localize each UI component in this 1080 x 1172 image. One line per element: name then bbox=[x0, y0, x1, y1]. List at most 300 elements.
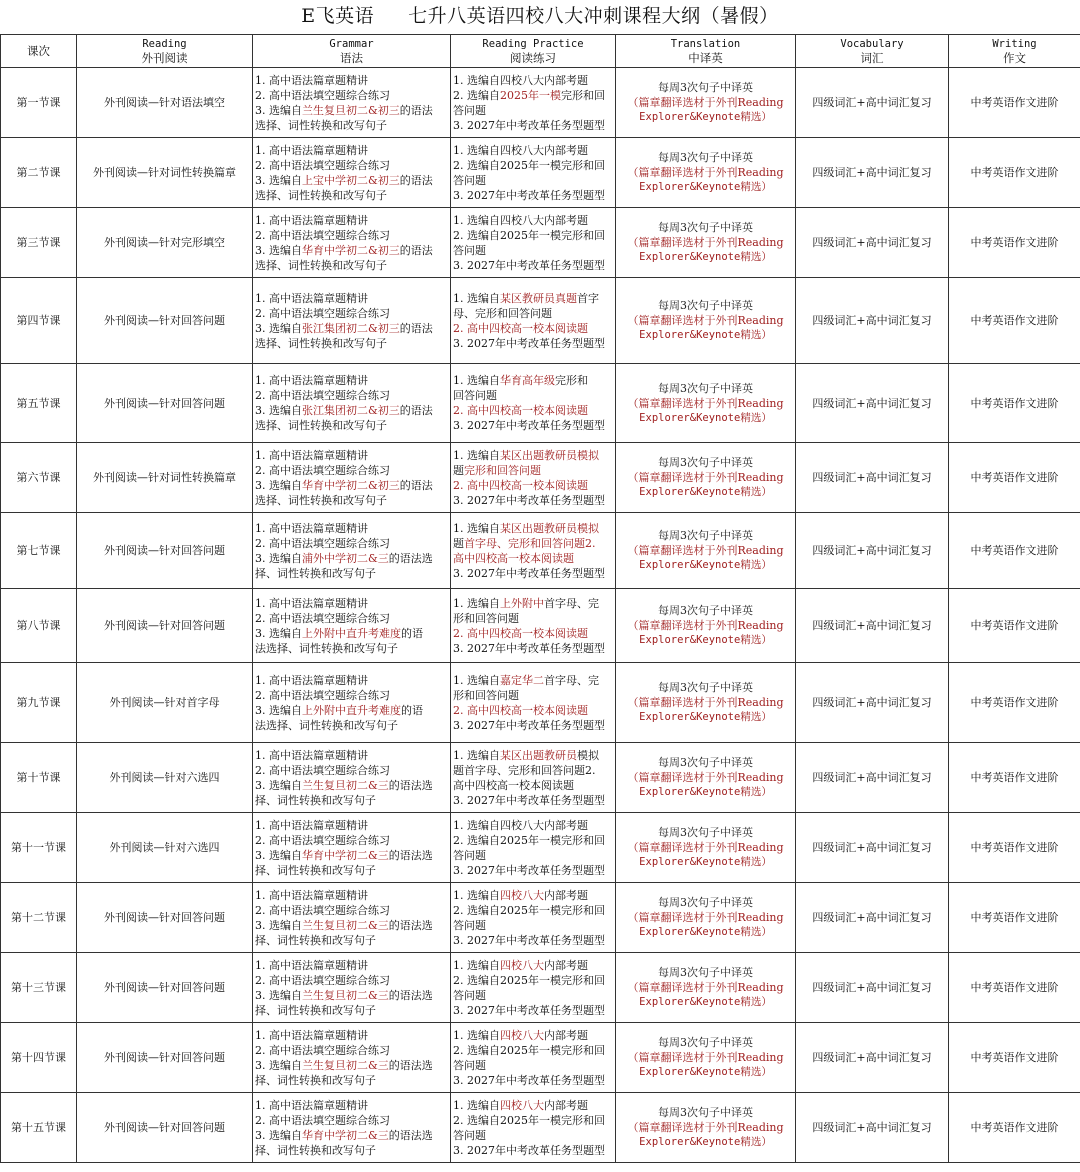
writing-cell bbox=[949, 663, 1080, 743]
grammar-cell bbox=[253, 364, 451, 443]
vocabulary-cell bbox=[796, 883, 949, 953]
cell-trans-l3: Explorer&Keynote精选） bbox=[639, 634, 772, 646]
cell-trans-l1: 每周3次句子中译英 bbox=[658, 529, 753, 542]
cell-grammar-l1: 1. 高中语法篇章题精讲 bbox=[255, 673, 368, 687]
cell-p4: 3. 2027年中考改革任务型题型 bbox=[453, 188, 605, 202]
cell-p4: 3. 2027年中考改革任务型题型 bbox=[453, 419, 605, 432]
cell-g3c: 的语法 bbox=[399, 173, 433, 187]
cell-trans-l1: 每周3次句子中译英 bbox=[658, 81, 753, 94]
cell-writing: 中考英语作文进阶 bbox=[970, 314, 1059, 327]
cell-trans-l3: Explorer&Keynote精选） bbox=[639, 1066, 772, 1078]
cell-grammar-l2: 2. 高中语法填空题综合练习 bbox=[255, 306, 390, 320]
cell-grammar-l1: 1. 高中语法篇章题精讲 bbox=[255, 1098, 368, 1112]
cell-grammar-l2: 2. 高中语法填空题综合练习 bbox=[255, 228, 390, 242]
translation-cell bbox=[616, 208, 796, 278]
cell-lesson: 第四节课 bbox=[16, 314, 61, 327]
cell-g3b: 华育中学初二&三 bbox=[302, 1128, 389, 1142]
cell-trans-l1: 每周3次句子中译英 bbox=[658, 151, 753, 164]
cell-p3: 答问题 bbox=[453, 243, 486, 257]
cell-p4: 3. 2027年中考改革任务型题型 bbox=[453, 118, 605, 132]
translation-cell bbox=[616, 663, 796, 743]
cell-trans-l2: （篇章翻译选材于外刊Reading bbox=[627, 619, 784, 632]
cell-writing: 中考英语作文进阶 bbox=[970, 396, 1059, 410]
vocabulary-cell bbox=[796, 1093, 949, 1163]
table-row bbox=[1, 513, 1080, 589]
cell-p2a: 题首字母、完形和回答问题2. bbox=[453, 763, 596, 777]
cell-g3a: 3. 选编自 bbox=[255, 551, 302, 565]
cell-p1b: 某区出题教研员模拟 bbox=[500, 448, 599, 462]
cell-lesson: 第七节课 bbox=[16, 544, 61, 557]
cell-reading: 外刊阅读—针对回答问题 bbox=[104, 314, 225, 327]
cell-p1c: 首字母、完 bbox=[544, 596, 599, 610]
grammar-cell bbox=[253, 663, 451, 743]
cell-g3b: 兰生复旦初二&三 bbox=[302, 778, 389, 792]
cell-p3: 答问题 bbox=[453, 103, 486, 117]
lesson-cell bbox=[1, 743, 77, 813]
cell-g4: 择、词性转换和改写句子 bbox=[255, 1143, 376, 1157]
grammar-cell bbox=[253, 1023, 451, 1093]
cell-writing: 中考英语作文进阶 bbox=[970, 1051, 1059, 1064]
cell-g3b: 浦外中学初二&三 bbox=[302, 551, 389, 565]
lesson-cell bbox=[1, 589, 77, 663]
cell-g3a: 3. 选编自 bbox=[255, 478, 302, 492]
reading-cell bbox=[77, 138, 253, 208]
cell-grammar-l2: 2. 高中语法填空题综合练习 bbox=[255, 903, 390, 917]
cell-g3c: 的语 bbox=[401, 626, 423, 640]
vocabulary-cell bbox=[796, 589, 949, 663]
cell-p2a: 回答问题 bbox=[453, 389, 497, 402]
cell-trans-l3: Explorer&Keynote精选） bbox=[639, 329, 772, 341]
cell-reading: 外刊阅读—针对完形填空 bbox=[104, 236, 225, 249]
cell-trans-l2: （篇章翻译选材于外刊Reading bbox=[627, 981, 784, 994]
cell-p1a: 1. 选编自 bbox=[453, 1098, 500, 1112]
translation-cell bbox=[616, 953, 796, 1023]
cell-vocab: 四级词汇+高中词汇复习 bbox=[812, 166, 932, 179]
cell-trans-l1: 每周3次句子中译英 bbox=[658, 826, 753, 839]
cell-p1b: 某区教研员真题 bbox=[500, 291, 577, 305]
writing-cell bbox=[949, 883, 1080, 953]
cell-p3: 2. 高中四校高一校本阅读题 bbox=[453, 478, 588, 492]
grammar-cell bbox=[253, 589, 451, 663]
cell-trans-l2: （篇章翻译选材于外刊Reading bbox=[627, 471, 784, 484]
table-row bbox=[1, 208, 1080, 278]
vocabulary-cell bbox=[796, 813, 949, 883]
cell-trans-l3: Explorer&Keynote精选） bbox=[639, 996, 772, 1008]
cell-g3b: 兰生复旦初二&初三 bbox=[302, 103, 400, 117]
cell-g4: 选择、词性转换和改写句子 bbox=[255, 188, 387, 202]
vocabulary-cell bbox=[796, 743, 949, 813]
vocabulary-cell bbox=[796, 1023, 949, 1093]
reading-cell bbox=[77, 68, 253, 138]
cell-p1c: 内部考题 bbox=[544, 888, 588, 902]
lesson-cell bbox=[1, 953, 77, 1023]
cell-writing: 中考英语作文进阶 bbox=[970, 166, 1059, 179]
cell-p1a: 1. 选编自 bbox=[453, 888, 500, 902]
header-lesson: 课次 bbox=[1, 35, 77, 68]
cell-p1c: 内部考题 bbox=[544, 1028, 588, 1042]
vocabulary-cell bbox=[796, 138, 949, 208]
cell-grammar-l1: 1. 高中语法篇章题精讲 bbox=[255, 521, 368, 535]
cell-g3a: 3. 选编自 bbox=[255, 243, 302, 257]
cell-trans-l2: （篇章翻译选材于外刊Reading bbox=[627, 166, 784, 179]
cell-lesson: 第二节课 bbox=[16, 166, 61, 179]
header-writing: Writing 作文 bbox=[949, 35, 1080, 68]
cell-g4: 法选择、词性转换和改写句子 bbox=[255, 718, 398, 732]
cell-trans-l2: （篇章翻译选材于外刊Reading bbox=[627, 236, 784, 249]
cell-p1a: 1. 选编自四校八大内部考题 bbox=[453, 818, 588, 832]
cell-vocab: 四级词汇+高中词汇复习 bbox=[812, 696, 932, 709]
cell-trans-l3: Explorer&Keynote精选） bbox=[639, 181, 772, 193]
table-row bbox=[1, 68, 1080, 138]
cell-trans-l1: 每周3次句子中译英 bbox=[658, 299, 753, 312]
cell-reading: 外刊阅读—针对回答问题 bbox=[104, 911, 225, 924]
cell-g3c: 的语法 bbox=[399, 243, 433, 257]
translation-cell bbox=[616, 883, 796, 953]
grammar-cell bbox=[253, 208, 451, 278]
cell-grammar-l2: 2. 高中语法填空题综合练习 bbox=[255, 1113, 390, 1127]
cell-p2a: 2. 选编自2025年一模完形和回 bbox=[453, 228, 605, 242]
writing-cell bbox=[949, 364, 1080, 443]
cell-p1b: 某区出题教研员 bbox=[500, 748, 577, 762]
cell-lesson: 第三节课 bbox=[16, 236, 61, 249]
cell-p2a: 2. 选编自2025年一模完形和回 bbox=[453, 833, 605, 847]
cell-writing: 中考英语作文进阶 bbox=[970, 841, 1059, 854]
cell-p3: 2. 高中四校高一校本阅读题 bbox=[453, 404, 588, 417]
practice-cell bbox=[451, 278, 616, 364]
practice-cell bbox=[451, 364, 616, 443]
cell-writing: 中考英语作文进阶 bbox=[970, 696, 1059, 709]
cell-writing: 中考英语作文进阶 bbox=[970, 911, 1059, 924]
cell-p2a: 2. 选编自2025年一模完形和回 bbox=[453, 973, 605, 987]
cell-reading: 外刊阅读—针对回答问题 bbox=[104, 1051, 225, 1064]
writing-cell bbox=[949, 138, 1080, 208]
table-row bbox=[1, 1023, 1080, 1093]
cell-p2b: 首字母、完形和回答问题2. bbox=[464, 536, 596, 550]
cell-p1b: 上外附中 bbox=[500, 596, 544, 610]
cell-g3c: 的语法选 bbox=[388, 988, 433, 1002]
cell-g3c: 的语法 bbox=[399, 103, 433, 117]
cell-trans-l2: （篇章翻译选材于外刊Reading bbox=[627, 396, 784, 410]
cell-p1a: 1. 选编自 bbox=[453, 748, 500, 762]
cell-reading: 外刊阅读—针对词性转换篇章 bbox=[93, 471, 236, 484]
title-brand: E飞英语 bbox=[301, 5, 375, 27]
cell-g4: 选择、词性转换和改写句子 bbox=[255, 118, 387, 132]
cell-vocab: 四级词汇+高中词汇复习 bbox=[812, 471, 932, 484]
cell-p4: 3. 2027年中考改革任务型题型 bbox=[453, 793, 605, 807]
translation-cell bbox=[616, 1093, 796, 1163]
lesson-cell bbox=[1, 138, 77, 208]
cell-p4: 3. 2027年中考改革任务型题型 bbox=[453, 718, 605, 732]
cell-g4: 选择、词性转换和改写句子 bbox=[255, 258, 387, 272]
grammar-cell bbox=[253, 138, 451, 208]
title-main: 七升八英语四校八大冲刺课程大纲（暑假） bbox=[408, 5, 779, 27]
cell-lesson: 第五节课 bbox=[16, 396, 61, 410]
cell-lesson: 第十节课 bbox=[16, 771, 61, 784]
table-row bbox=[1, 1093, 1080, 1163]
cell-trans-l1: 每周3次句子中译英 bbox=[658, 221, 753, 234]
cell-writing: 中考英语作文进阶 bbox=[970, 619, 1059, 632]
practice-cell bbox=[451, 953, 616, 1023]
cell-g4: 择、词性转换和改写句子 bbox=[255, 1003, 376, 1017]
cell-g3b: 兰生复旦初二&三 bbox=[302, 1058, 389, 1072]
writing-cell bbox=[949, 589, 1080, 663]
cell-trans-l3: Explorer&Keynote精选） bbox=[639, 486, 772, 498]
cell-grammar-l2: 2. 高中语法填空题综合练习 bbox=[255, 389, 390, 402]
cell-p4: 3. 2027年中考改革任务型题型 bbox=[453, 336, 605, 350]
writing-cell bbox=[949, 743, 1080, 813]
cell-p1a: 1. 选编自 bbox=[453, 448, 500, 462]
syllabus-table bbox=[0, 34, 1080, 1163]
table-row bbox=[1, 953, 1080, 1023]
cell-p3: 答问题 bbox=[453, 988, 486, 1002]
translation-cell bbox=[616, 68, 796, 138]
cell-trans-l3: Explorer&Keynote精选） bbox=[639, 926, 772, 938]
cell-p1c: 完形和 bbox=[555, 374, 588, 387]
cell-g3a: 3. 选编自 bbox=[255, 103, 302, 117]
cell-trans-l1: 每周3次句子中译英 bbox=[658, 604, 753, 617]
reading-cell bbox=[77, 208, 253, 278]
cell-g3b: 华育中学初二&初三 bbox=[302, 478, 400, 492]
cell-p2a: 2. 选编自2025年一模完形和回 bbox=[453, 1113, 605, 1127]
cell-writing: 中考英语作文进阶 bbox=[970, 981, 1059, 994]
cell-p1a: 1. 选编自 bbox=[453, 374, 500, 387]
table-row bbox=[1, 138, 1080, 208]
lesson-cell bbox=[1, 513, 77, 589]
cell-p4: 3. 2027年中考改革任务型题型 bbox=[453, 566, 605, 580]
cell-trans-l2: （篇章翻译选材于外刊Reading bbox=[627, 771, 784, 784]
cell-reading: 外刊阅读—针对首字母 bbox=[109, 696, 220, 709]
cell-trans-l1: 每周3次句子中译英 bbox=[658, 966, 753, 979]
cell-trans-l2: （篇章翻译选材于外刊Reading bbox=[627, 1051, 784, 1064]
cell-trans-l2: （篇章翻译选材于外刊Reading bbox=[627, 696, 784, 709]
cell-g3c: 的语法 bbox=[399, 478, 433, 492]
grammar-cell bbox=[253, 1093, 451, 1163]
cell-g4: 选择、词性转换和改写句子 bbox=[255, 493, 387, 507]
writing-cell bbox=[949, 68, 1080, 138]
cell-p4: 3. 2027年中考改革任务型题型 bbox=[453, 1143, 605, 1157]
writing-cell bbox=[949, 443, 1080, 513]
cell-g4: 择、词性转换和改写句子 bbox=[255, 793, 376, 807]
reading-cell bbox=[77, 1023, 253, 1093]
cell-grammar-l2: 2. 高中语法填空题综合练习 bbox=[255, 536, 390, 550]
practice-cell bbox=[451, 1023, 616, 1093]
cell-p2a: 题 bbox=[453, 463, 464, 477]
cell-g3c: 的语法 bbox=[399, 321, 433, 335]
cell-p1b: 某区出题教研员模拟 bbox=[500, 521, 599, 535]
cell-g4: 择、词性转换和改写句子 bbox=[255, 1073, 376, 1087]
practice-cell bbox=[451, 743, 616, 813]
cell-trans-l1: 每周3次句子中译英 bbox=[658, 456, 753, 469]
cell-trans-l1: 每周3次句子中译英 bbox=[658, 756, 753, 769]
cell-g3c: 的语 bbox=[401, 703, 423, 717]
cell-reading: 外刊阅读—针对回答问题 bbox=[104, 1121, 225, 1134]
cell-trans-l2: （篇章翻译选材于外刊Reading bbox=[627, 841, 784, 854]
cell-trans-l2: （篇章翻译选材于外刊Reading bbox=[627, 544, 784, 557]
practice-cell bbox=[451, 1093, 616, 1163]
lesson-cell bbox=[1, 68, 77, 138]
reading-cell bbox=[77, 278, 253, 364]
cell-p1b: 四校八大 bbox=[500, 1098, 544, 1112]
table-row bbox=[1, 443, 1080, 513]
writing-cell bbox=[949, 1093, 1080, 1163]
cell-g4: 选择、词性转换和改写句子 bbox=[255, 336, 387, 350]
writing-cell bbox=[949, 513, 1080, 589]
cell-writing: 中考英语作文进阶 bbox=[970, 236, 1059, 249]
cell-grammar-l2: 2. 高中语法填空题综合练习 bbox=[255, 611, 390, 625]
grammar-cell bbox=[253, 68, 451, 138]
cell-g3a: 3. 选编自 bbox=[255, 988, 302, 1002]
cell-p1a: 1. 选编自四校八大内部考题 bbox=[453, 73, 588, 87]
cell-reading: 外刊阅读—针对回答问题 bbox=[104, 396, 225, 410]
cell-p3: 2. 高中四校高一校本阅读题 bbox=[453, 703, 588, 717]
grammar-cell bbox=[253, 278, 451, 364]
cell-trans-l2: （篇章翻译选材于外刊Reading bbox=[627, 911, 784, 924]
cell-lesson: 第十二节课 bbox=[11, 911, 66, 924]
cell-reading: 外刊阅读—针对回答问题 bbox=[104, 544, 225, 557]
cell-p3: 2. 高中四校高一校本阅读题 bbox=[453, 626, 588, 640]
translation-cell bbox=[616, 813, 796, 883]
writing-cell bbox=[949, 208, 1080, 278]
cell-p2a: 母、完形和回答问题 bbox=[453, 306, 552, 320]
cell-vocab: 四级词汇+高中词汇复习 bbox=[812, 396, 932, 410]
cell-trans-l3: Explorer&Keynote精选） bbox=[639, 411, 772, 424]
header-row bbox=[1, 35, 1080, 68]
cell-p4: 3. 2027年中考改革任务型题型 bbox=[453, 258, 605, 272]
cell-grammar-l2: 2. 高中语法填空题综合练习 bbox=[255, 688, 390, 702]
cell-reading: 外刊阅读—针对六选四 bbox=[109, 771, 220, 784]
cell-g3a: 3. 选编自 bbox=[255, 848, 302, 862]
vocabulary-cell bbox=[796, 443, 949, 513]
practice-cell bbox=[451, 443, 616, 513]
table-row bbox=[1, 364, 1080, 443]
translation-cell bbox=[616, 743, 796, 813]
cell-g3b: 华育中学初二&三 bbox=[302, 848, 389, 862]
translation-cell bbox=[616, 443, 796, 513]
vocabulary-cell bbox=[796, 364, 949, 443]
translation-cell bbox=[616, 513, 796, 589]
cell-g3b: 上外附中直升考难度 bbox=[302, 703, 401, 717]
cell-grammar-l2: 2. 高中语法填空题综合练习 bbox=[255, 158, 390, 172]
cell-g3c: 的语法选 bbox=[388, 778, 433, 792]
cell-p3: 答问题 bbox=[453, 1058, 486, 1072]
cell-p2a: 形和回答问题 bbox=[453, 688, 519, 702]
cell-trans-l3: Explorer&Keynote精选） bbox=[639, 856, 772, 868]
cell-writing: 中考英语作文进阶 bbox=[970, 771, 1059, 784]
cell-p3: 答问题 bbox=[453, 1128, 486, 1142]
table-row bbox=[1, 278, 1080, 364]
writing-cell bbox=[949, 953, 1080, 1023]
grammar-cell bbox=[253, 443, 451, 513]
cell-p1b: 华育高年级 bbox=[500, 374, 555, 387]
cell-p1c: 内部考题 bbox=[544, 1098, 588, 1112]
cell-p4: 3. 2027年中考改革任务型题型 bbox=[453, 933, 605, 947]
grammar-cell bbox=[253, 883, 451, 953]
header-vocabulary: Vocabulary 词汇 bbox=[796, 35, 949, 68]
cell-p2a: 形和回答问题 bbox=[453, 611, 519, 625]
header-grammar: Grammar 语法 bbox=[253, 35, 451, 68]
cell-lesson: 第八节课 bbox=[16, 619, 61, 632]
translation-cell bbox=[616, 589, 796, 663]
cell-p1a: 1. 选编自 bbox=[453, 1028, 500, 1042]
header-reading: Reading 外刊阅读 bbox=[77, 35, 253, 68]
header-translation: Translation 中译英 bbox=[616, 35, 796, 68]
cell-vocab: 四级词汇+高中词汇复习 bbox=[812, 96, 932, 109]
lesson-cell bbox=[1, 1023, 77, 1093]
table-row bbox=[1, 663, 1080, 743]
cell-lesson: 第九节课 bbox=[16, 696, 61, 709]
cell-p3: 高中四校高一校本阅读题 bbox=[453, 778, 574, 792]
cell-p1a: 1. 选编自 bbox=[453, 521, 500, 535]
cell-reading: 外刊阅读—针对回答问题 bbox=[104, 619, 225, 632]
cell-lesson: 第十五节课 bbox=[11, 1121, 66, 1134]
writing-cell bbox=[949, 1023, 1080, 1093]
cell-grammar-l1: 1. 高中语法篇章题精讲 bbox=[255, 958, 368, 972]
practice-cell bbox=[451, 513, 616, 589]
reading-cell bbox=[77, 813, 253, 883]
table-row bbox=[1, 813, 1080, 883]
cell-trans-l2: （篇章翻译选材于外刊Reading bbox=[627, 96, 784, 109]
cell-trans-l3: Explorer&Keynote精选） bbox=[639, 1136, 772, 1148]
cell-vocab: 四级词汇+高中词汇复习 bbox=[812, 841, 932, 854]
cell-g3a: 3. 选编自 bbox=[255, 703, 302, 717]
cell-g3c: 的语法选 bbox=[388, 1128, 433, 1142]
grammar-cell bbox=[253, 813, 451, 883]
cell-writing: 中考英语作文进阶 bbox=[970, 1121, 1059, 1134]
cell-lesson: 第十三节课 bbox=[11, 981, 66, 994]
cell-lesson: 第六节课 bbox=[16, 471, 61, 484]
reading-cell bbox=[77, 953, 253, 1023]
cell-p1b: 四校八大 bbox=[500, 888, 544, 902]
writing-cell bbox=[949, 278, 1080, 364]
cell-p1c: 模拟 bbox=[577, 748, 599, 762]
cell-trans-l1: 每周3次句子中译英 bbox=[658, 1106, 753, 1119]
cell-p3: 高中四校高一校本阅读题 bbox=[453, 551, 574, 565]
practice-cell bbox=[451, 68, 616, 138]
cell-g4: 法选择、词性转换和改写句子 bbox=[255, 641, 398, 655]
cell-g3a: 3. 选编自 bbox=[255, 778, 302, 792]
cell-p2a: 2. 选编自2025年一模完形和回 bbox=[453, 903, 605, 917]
cell-grammar-l1: 1. 高中语法篇章题精讲 bbox=[255, 448, 368, 462]
cell-p3: 答问题 bbox=[453, 918, 486, 932]
cell-trans-l3: Explorer&Keynote精选） bbox=[639, 251, 772, 263]
reading-cell bbox=[77, 443, 253, 513]
cell-g3b: 上外附中直升考难度 bbox=[302, 626, 401, 640]
practice-cell bbox=[451, 663, 616, 743]
cell-p4: 3. 2027年中考改革任务型题型 bbox=[453, 1003, 605, 1017]
cell-p1a: 1. 选编自四校八大内部考题 bbox=[453, 213, 588, 227]
cell-g3a: 3. 选编自 bbox=[255, 1128, 302, 1142]
practice-cell bbox=[451, 883, 616, 953]
lesson-cell bbox=[1, 663, 77, 743]
cell-g4: 择、词性转换和改写句子 bbox=[255, 863, 376, 877]
cell-p4: 3. 2027年中考改革任务型题型 bbox=[453, 1073, 605, 1087]
cell-grammar-l2: 2. 高中语法填空题综合练习 bbox=[255, 1043, 390, 1057]
cell-trans-l1: 每周3次句子中译英 bbox=[658, 681, 753, 694]
lesson-cell bbox=[1, 364, 77, 443]
cell-p2b: 完形和回答问题 bbox=[464, 463, 541, 477]
cell-p2a: 2. 选编自 bbox=[453, 88, 500, 102]
cell-p4: 3. 2027年中考改革任务型题型 bbox=[453, 863, 605, 877]
practice-cell bbox=[451, 138, 616, 208]
cell-p1a: 1. 选编自四校八大内部考题 bbox=[453, 143, 588, 157]
cell-grammar-l1: 1. 高中语法篇章题精讲 bbox=[255, 143, 368, 157]
cell-grammar-l1: 1. 高中语法篇章题精讲 bbox=[255, 291, 368, 305]
cell-reading: 外刊阅读—针对语法填空 bbox=[104, 96, 225, 109]
vocabulary-cell bbox=[796, 208, 949, 278]
cell-grammar-l1: 1. 高中语法篇章题精讲 bbox=[255, 596, 368, 610]
cell-g3a: 3. 选编自 bbox=[255, 321, 302, 335]
cell-p1a: 1. 选编自 bbox=[453, 596, 500, 610]
